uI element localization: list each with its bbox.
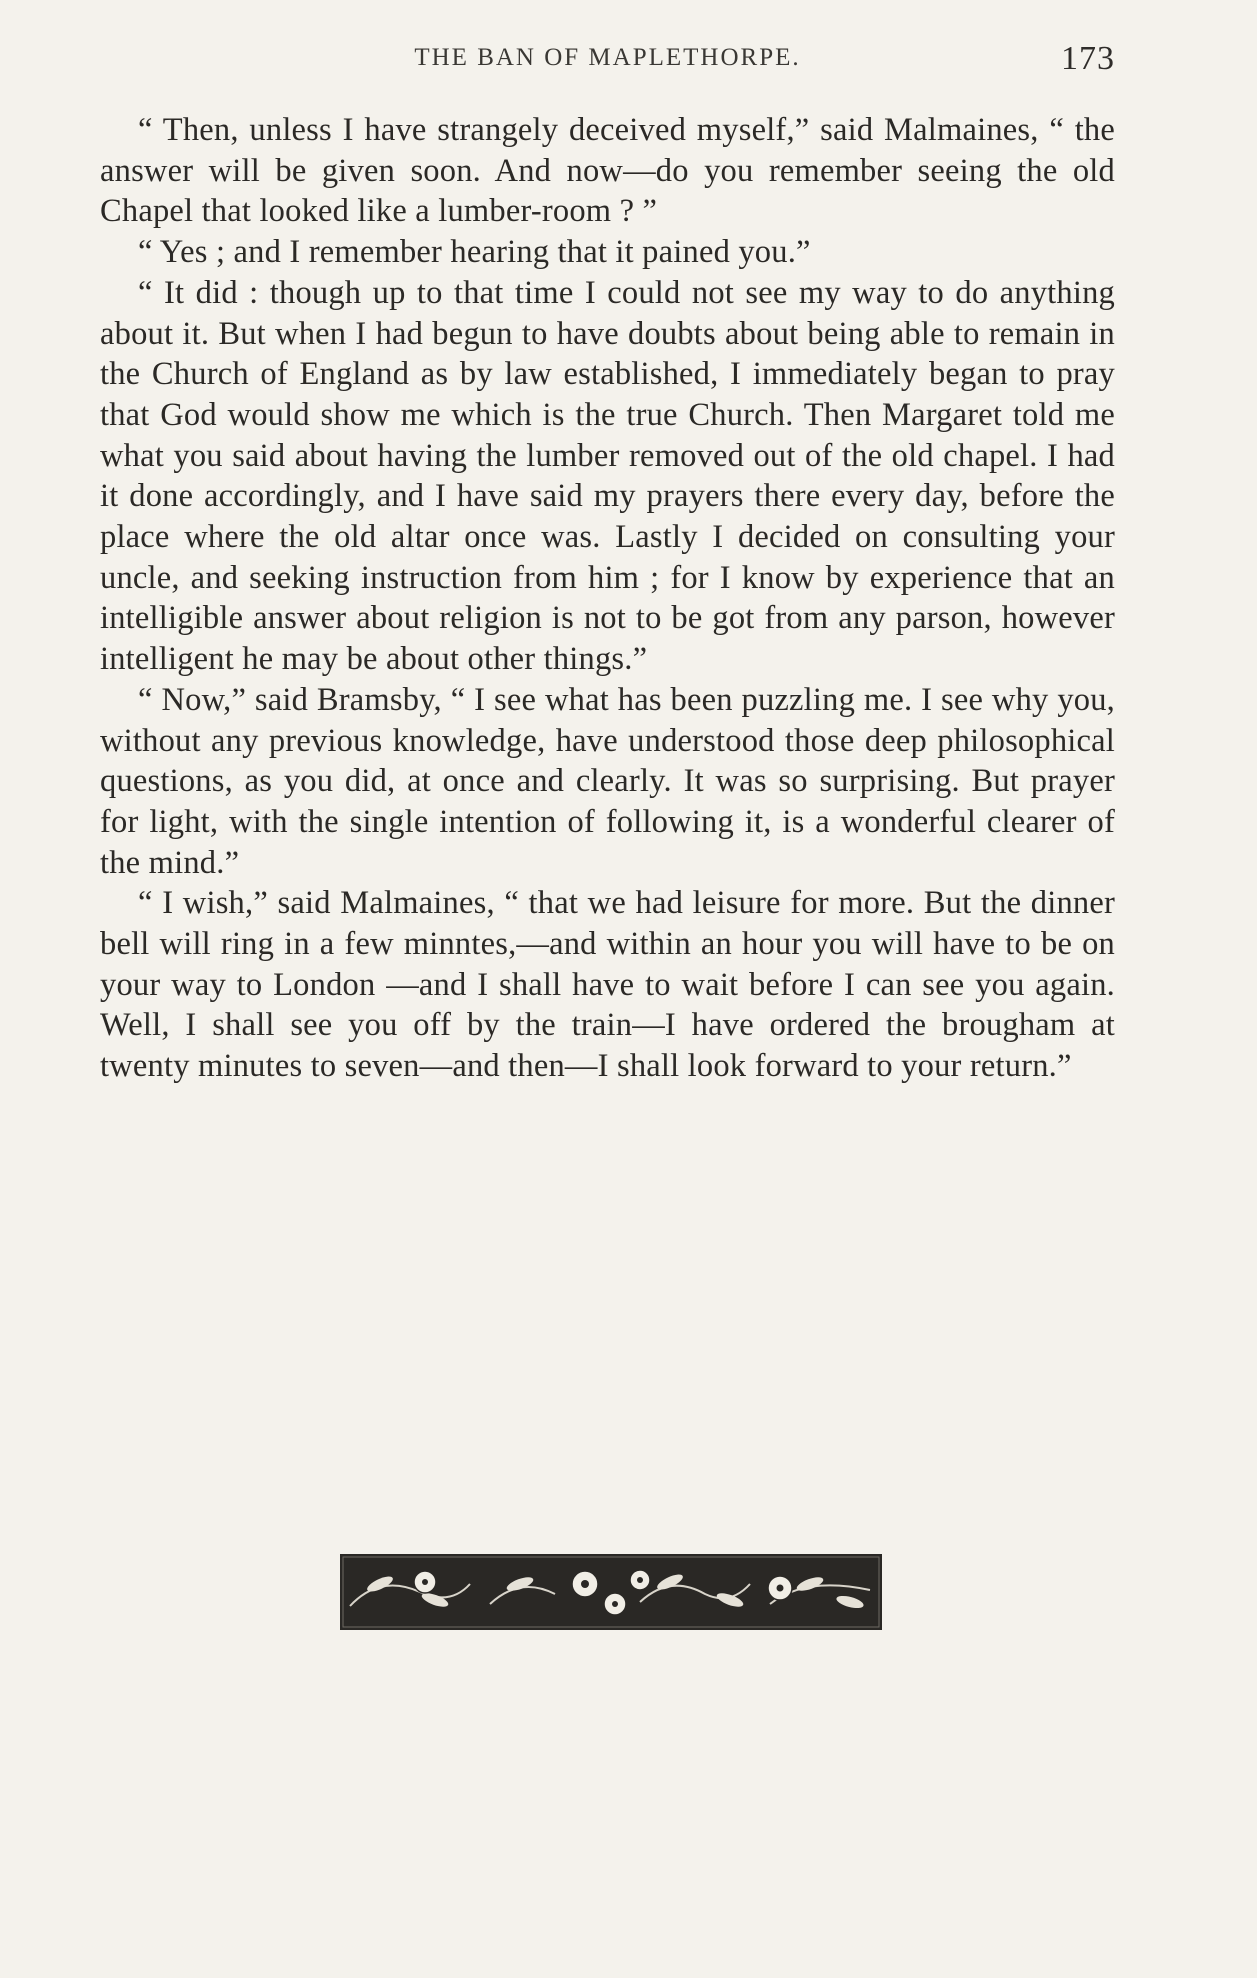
page-number: 173 — [1061, 40, 1115, 77]
paragraph: “ Yes ; and I remember hearing that it pained you.” — [138, 234, 811, 271]
body-text — [100, 110, 1115, 1087]
paragraph: “ Then, unless I have strangely deceived myself,” said Malmaines, “ the answer will be given soon. And now—do you remember seeing the old Chapel that looked like a lumber-room ? ” — [100, 112, 1115, 230]
running-head — [100, 40, 1115, 80]
paragraph: “ It did : though up to that time I could not see my way to do anything about it. But when I had begun to have doubts about being able to remain in the Church of England as by law established, I immediately began to pray that God would show me which is the true Church. Then Margaret told me what you said about having the lumber removed out of the old chapel. I had it done accordingly, and I have said my prayers there every day, before the place where the old altar once was. Lastly I decided on consulting your uncle, and seeking instruction from him ; for I know by experience that an intelligible answer about religion is not to be got from any parson, however intelligent he may be about other things.” — [100, 274, 1115, 678]
paragraph: “ I wish,” said Malmaines, “ that we had leisure for more. But the dinner bell will ring in a few minntes,—and within an hour you will have to be on your way to London —and I shall have to wait before I can see you again. Well, I shall see you off by the train—I have ordered the brougham at twenty minutes to seven—and then—I shall look forward to your return.” — [100, 885, 1115, 1085]
floral-tailpiece-ornament-icon — [340, 1554, 882, 1630]
running-title: THE BAN OF MAPLETHORPE. — [414, 44, 801, 71]
paragraph: “ Now,” said Bramsby, “ I see what has been puzzling me. I see why you, without any previous knowledge, have understood those deep philosophical questions, as you did, at once and clearly. It was so surprising. But prayer for light, with the single intention of following it, is a wonderful clearer of the mind.” — [100, 681, 1115, 881]
